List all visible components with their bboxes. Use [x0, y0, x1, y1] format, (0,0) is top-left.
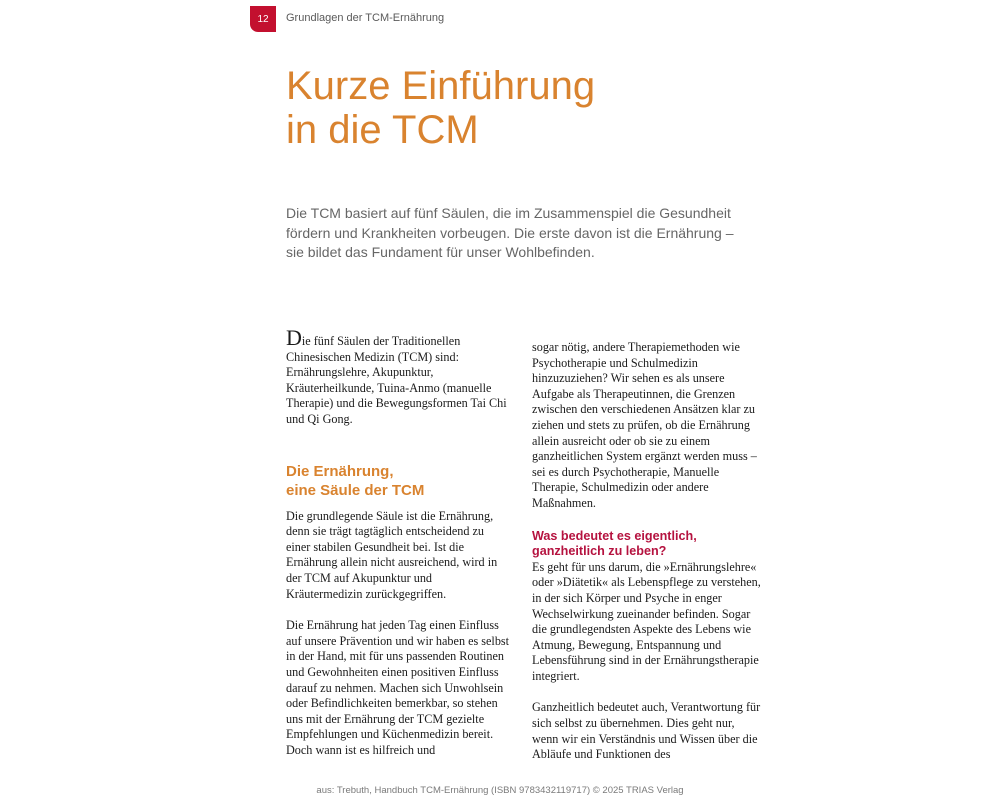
chapter-title: [286, 64, 786, 152]
intro-text: Die TCM basiert auf fünf Säulen, die im Zusammenspiel die Gesundheit fördern und Krankheiten vorbeugen. Die erste davon ist die Ernährung – sie bildet das Fundament für unser Wohlbefinden.: [286, 205, 734, 260]
page-number: 12: [257, 13, 269, 25]
right-column: [532, 340, 762, 763]
left-column: [286, 325, 510, 758]
source-footer: aus: Trebuth, Handbuch TCM-Ernährung (ISBN 9783432119717) © 2025 TRIAS Verlag: [316, 785, 684, 796]
right-paragraph-2: Es geht für uns darum, die »Ernährungslehre« oder »Diätetik« als Lebenspflege zu verstehen, in der sich Körper und Psyche in enger Wechselwirkung zueinander befinden. Sogar die grundlegendsten Aspekte des Lebens wie Atmung, Bewegung, Entspannung und Lebensführung sind in der Ernährungstherapie integriert.: [532, 559, 761, 683]
subheading-line1: Was bedeutet es eigentlich,: [532, 528, 697, 543]
left-paragraph-1-text: ie fünf Säulen der Traditionellen Chinesischen Medizin (TCM) sind: Ernährungslehre, Akupunktur, Kräuterheilkunde, Tuina-Anmo (manuelle Therapie) und die Bewegungsformen Tai Chi und Qi Gong.: [286, 334, 507, 426]
section-heading-line2: eine Säule der TCM: [286, 481, 425, 499]
subheading-line2: ganzheitlich zu leben?: [532, 544, 667, 559]
left-paragraph-2: Die grundlegende Säule ist die Ernährung, denn sie trägt tagtäglich entscheidend zu einer stabilen Gesundheit bei. Ist die Ernährung allein nicht ausreichend, wird in der TCM auf Akupunktur und Kräutermedizin zurückgegriffen.: [286, 508, 498, 601]
drop-cap: D: [286, 325, 302, 350]
subheading-ganzheitlich: [532, 529, 762, 560]
section-heading-line1: Die Ernährung,: [286, 462, 394, 480]
left-paragraph-1: [286, 325, 510, 428]
running-head: Grundlagen der TCM-Ernährung: [286, 12, 445, 24]
right-paragraph-3: Ganzheitlich bedeutet auch, Verantwortung für sich selbst zu übernehmen. Dies geht nur, wenn wir ein Verständnis und Wissen über die Abläufe und Funktionen des: [532, 700, 761, 762]
chapter-title-line2: in die TCM: [286, 108, 479, 152]
right-paragraph-1: sogar nötig, andere Therapiemethoden wie Psychotherapie und Schulmedizin hinzuzuziehen? Wir sehen es als unsere Aufgabe als Therapeutinnen, die Grenzen zwischen den verschiedenen Ansätzen klar zu ziehen und stets zu prüfen, ob die Ernährung allein ausreicht oder ob sie zu einem ganzheitlichen System ergänzt werden muss – sei es durch Psychotherapie, Manuelle Therapie, Schulmedizin oder andere Maßnahmen.: [532, 340, 757, 510]
section-heading-ernaehrung: [286, 462, 510, 500]
chapter-title-line1: Kurze Einführung: [286, 64, 596, 108]
page-number-badge: [250, 6, 276, 32]
left-paragraph-3: Die Ernährung hat jeden Tag einen Einfluss auf unsere Prävention und wir haben es selbst in der Hand, mit für uns passenden Routinen und Gewohnheiten einen positiven Einfluss darauf zu nehmen. Machen sich Unwohlsein oder Befindlichkeiten bemerkbar, so stehen uns mit der Ernährung der TCM gezielte Empfehlungen und Küchenmedizin bereit. Doch wann ist es hilfreich und: [286, 618, 510, 757]
